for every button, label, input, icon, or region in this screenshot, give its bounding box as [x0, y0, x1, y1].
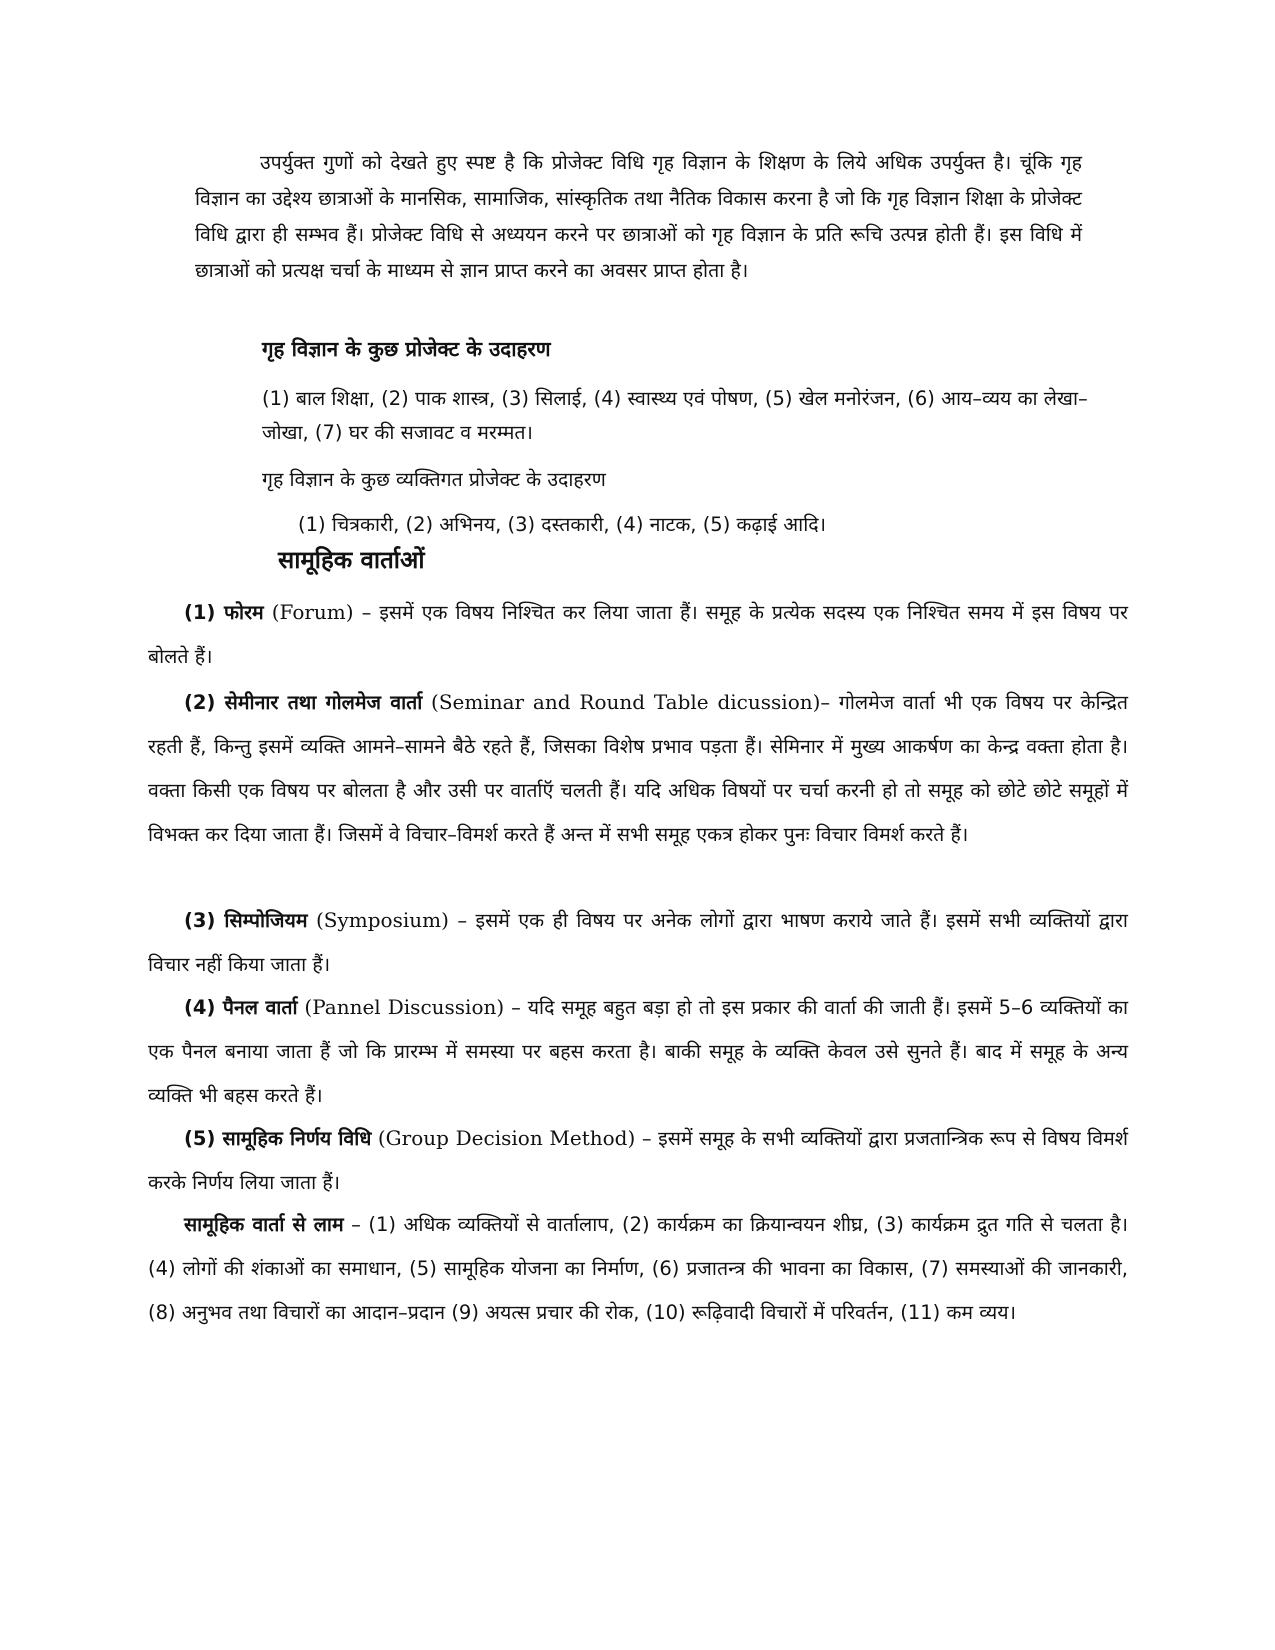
individual-projects-heading: गृह विज्ञान के कुछ व्यक्तिगत प्रोजेक्ट के उदाहरण [262, 468, 606, 491]
benefits-paragraph [148, 1203, 1128, 1335]
forum-text: – इसमें एक विषय निश्चित कर लिया जाता हैं। समूह के प्रत्येक सदस्य एक निश्चित समय में इस विषय पर बोलते हैं। [148, 601, 1128, 668]
forum-paragraph [148, 590, 1128, 679]
intro-paragraph: उपर्युक्त गुणों को देखते हुए स्पष्ट है कि प्रोजेक्ट विधि गृह विज्ञान के शिक्षण के लिये अधिक उपर्युक्त है। चूंकि गृह विज्ञान का उद्देश्य छात्राओं के मानसिक, सामाजिक, सांस्कृतिक तथा नैतिक विकास करना है जो कि गृह विज्ञान शिक्षा के प्रोजेक्ट विधि द्वारा ही सम्भव हैं। प्रोजेक्ट विधि से अध्ययन करने पर छात्राओं को गृह विज्ञान के प्रति रूचि उत्पन्न होती हैं। इस विधि में छात्राओं को प्रत्यक्ष चर्चा के माध्यम से ज्ञान प्राप्त करने का अवसर प्राप्त होता है। [195, 151, 1082, 282]
group-decision-latin: (Group Decision Method) [377, 1126, 636, 1150]
symposium-text: – इसमें एक ही विषय पर अनेक लोगों द्वारा भाषण कराये जाते हैं। इसमें सभी व्यक्तियों द्वारा विचार नहीं किया जाता हैं। [148, 909, 1128, 976]
panel-paragraph [148, 985, 1128, 1118]
benefits-term: सामूहिक वार्ता से लाम [184, 1213, 344, 1236]
seminar-text: – गोलमेज वार्ता भी एक विषय पर केन्द्रित रहती हैं, किन्तु इसमें व्यक्ति आमने–सामने बैठे रहते हैं, जिसका विशेष प्रभाव पड़ता हैं। सेमिनार में मुख्य आकर्षण का केन्द्र वक्ता होता है। वक्ता किसी एक विषय पर बोलता है और उसी पर वार्ताऍ चलती हैं। यदि अधिक विषयों पर चर्चा करनी हो तो समूह को छोटे छोटे समूहों में विभक्त कर दिया जाता हैं। जिसमें वे विचार–विमर्श करते हैं अन्त में सभी समूह एकत्र होकर पुनः विचार विमर्श करते हैं। [148, 691, 1128, 846]
benefits-text: – (1) अधिक व्यक्तियों से वार्तालाप, (2) कार्यक्रम का क्रियान्वयन शीघ्र, (3) कार्यक्रम द्रुत गति से चलता है। (4) लोगों की शंकाओं का समाधान, (5) सामूहिक योजना का निर्माण, (6) प्रजातन्त्र की भावना का विकास, (7) समस्याओं की जानकारी, (8) अनुभव तथा विचारों का आदान–प्रदान (9) अयत्स प्रचार की रोक, (10) रूढ़िवादी विचारों में परिवर्तन, (11) कम व्यय। [148, 1213, 1128, 1324]
projects-heading: गृह विज्ञान के कुछ प्रोजेक्ट के उदाहरण [262, 337, 551, 361]
seminar-paragraph [148, 680, 1128, 857]
forum-term: (1) फोरम [184, 601, 264, 624]
panel-text: – यदि समूह बहुत बड़ा हो तो इस प्रकार की वार्ता की जाती हैं। इसमें 5–6 व्यक्तियों का एक पैनल बनाया जाता हैं जो कि प्रारम्भ में समस्या पर बहस करता है। बाकी समूह के व्यक्ति केवल उसे सुनते हैं। बाद में समूह के अन्य व्यक्ति भी बहस करते हैं। [148, 996, 1129, 1107]
panel-term: (4) पैनल वार्ता [184, 996, 298, 1019]
individual-projects-list: (1) चित्रकारी, (2) अभिनय, (3) दस्तकारी, (4) नाटक, (5) कढ़ाई आदि। [298, 513, 827, 536]
panel-latin: (Pannel Discussion) [304, 995, 505, 1019]
forum-latin: (Forum) [271, 600, 354, 624]
seminar-latin: (Seminar and Round Table dicussion) [431, 690, 821, 714]
group-decision-text: – इसमें समूह के सभी व्यक्तियों द्वारा प्रजतान्त्रिक रूप से विषय विमर्श करके निर्णय लिया जाता हैं। [148, 1127, 1128, 1194]
symposium-paragraph [148, 898, 1128, 987]
projects-list: (1) बाल शिक्षा, (2) पाक शास्त्र, (3) सिलाई, (4) स्वास्थ्य एवं पोषण, (5) खेल मनोरंजन, (6) आय–व्यय का लेखा–जोखा, (7) घर की सजावट व मरम्मत। [262, 387, 1088, 444]
group-decision-term: (5) सामूहिक निर्णय विधि [184, 1127, 372, 1150]
symposium-latin: (Symposium) [315, 908, 449, 932]
group-talks-heading: सामूहिक वार्ताओं [278, 546, 425, 574]
symposium-term: (3) सिम्पोजियम [184, 909, 308, 932]
group-decision-paragraph [148, 1116, 1128, 1205]
seminar-term: (2) सेमीनार तथा गोलमेज वार्ता [184, 691, 423, 714]
